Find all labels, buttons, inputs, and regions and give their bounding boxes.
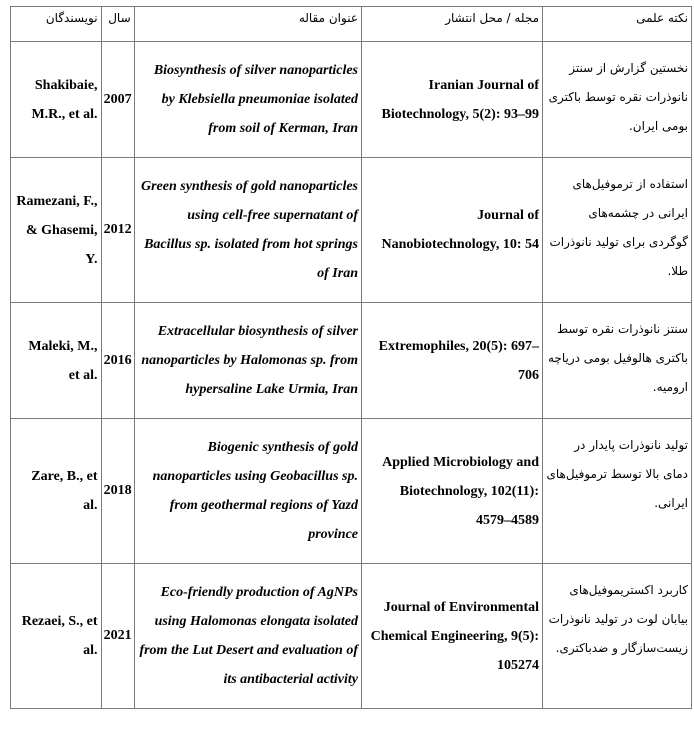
journal-cell: Applied Microbiology and Biotechnology, 102(11): 4579–4589 — [362, 419, 543, 564]
title-cell: Eco-friendly production of AgNPs using Halomonas elongata isolated from the Lut Desert and evaluation of its antibacterial activity — [134, 564, 361, 709]
table-row — [11, 158, 692, 303]
authors-cell: Ramezani, F., & Ghasemi, Y. — [11, 158, 102, 303]
year-cell: 2007 — [101, 42, 134, 158]
year-cell: 2018 — [101, 419, 134, 564]
note-cell: استفاده از ترموفیل‌های ایرانی در چشمه‌های گوگردی برای تولید نانوذرات طلا. — [543, 158, 692, 303]
year-cell: 2021 — [101, 564, 134, 709]
header-row — [11, 7, 692, 42]
table-row — [11, 303, 692, 419]
title-cell: Extracellular biosynthesis of silver nanoparticles by Halomonas sp. from hypersaline Lake Urmia, Iran — [134, 303, 361, 419]
journal-cell: Journal of Environmental Chemical Engineering, 9(5): 105274 — [362, 564, 543, 709]
authors-cell: Zare, B., et al. — [11, 419, 102, 564]
note-cell: نخستین گزارش از سنتز نانوذرات نقره توسط باکتری بومی ایران. — [543, 42, 692, 158]
table-row — [11, 564, 692, 709]
authors-cell: Rezaei, S., et al. — [11, 564, 102, 709]
header-journal: مجله / محل انتشار — [362, 7, 543, 42]
authors-cell: Shakibaie, M.R., et al. — [11, 42, 102, 158]
authors-cell: Maleki, M., et al. — [11, 303, 102, 419]
note-cell: سنتز نانوذرات نقره توسط باکتری هالوفیل بومی دریاچه ارومیه. — [543, 303, 692, 419]
header-title: عنوان مقاله — [134, 7, 361, 42]
journal-cell: Journal of Nanobiotechnology, 10: 54 — [362, 158, 543, 303]
header-year: سال — [101, 7, 134, 42]
title-cell: Green synthesis of gold nanoparticles using cell-free supernatant of Bacillus sp. isolated from hot springs of Iran — [134, 158, 361, 303]
journal-cell: Iranian Journal of Biotechnology, 5(2): 93–99 — [362, 42, 543, 158]
note-cell: تولید نانوذرات پایدار در دمای بالا توسط ترموفیل‌های ایرانی. — [543, 419, 692, 564]
journal-cell: Extremophiles, 20(5): 697–706 — [362, 303, 543, 419]
note-cell: کاربرد اکستریموفیل‌های بیابان لوت در تولید نانوذرات زیست‌سازگار و ضدباکتری. — [543, 564, 692, 709]
year-cell: 2012 — [101, 158, 134, 303]
table-row — [11, 419, 692, 564]
title-cell: Biosynthesis of silver nanoparticles by Klebsiella pneumoniae isolated from soil of Kerman, Iran — [134, 42, 361, 158]
header-note: نکته علمی — [543, 7, 692, 42]
references-table — [10, 6, 692, 709]
year-cell: 2016 — [101, 303, 134, 419]
title-cell: Biogenic synthesis of gold nanoparticles using Geobacillus sp. from geothermal regions of Yazd province — [134, 419, 361, 564]
header-authors: نویسندگان — [11, 7, 102, 42]
table-row — [11, 42, 692, 158]
